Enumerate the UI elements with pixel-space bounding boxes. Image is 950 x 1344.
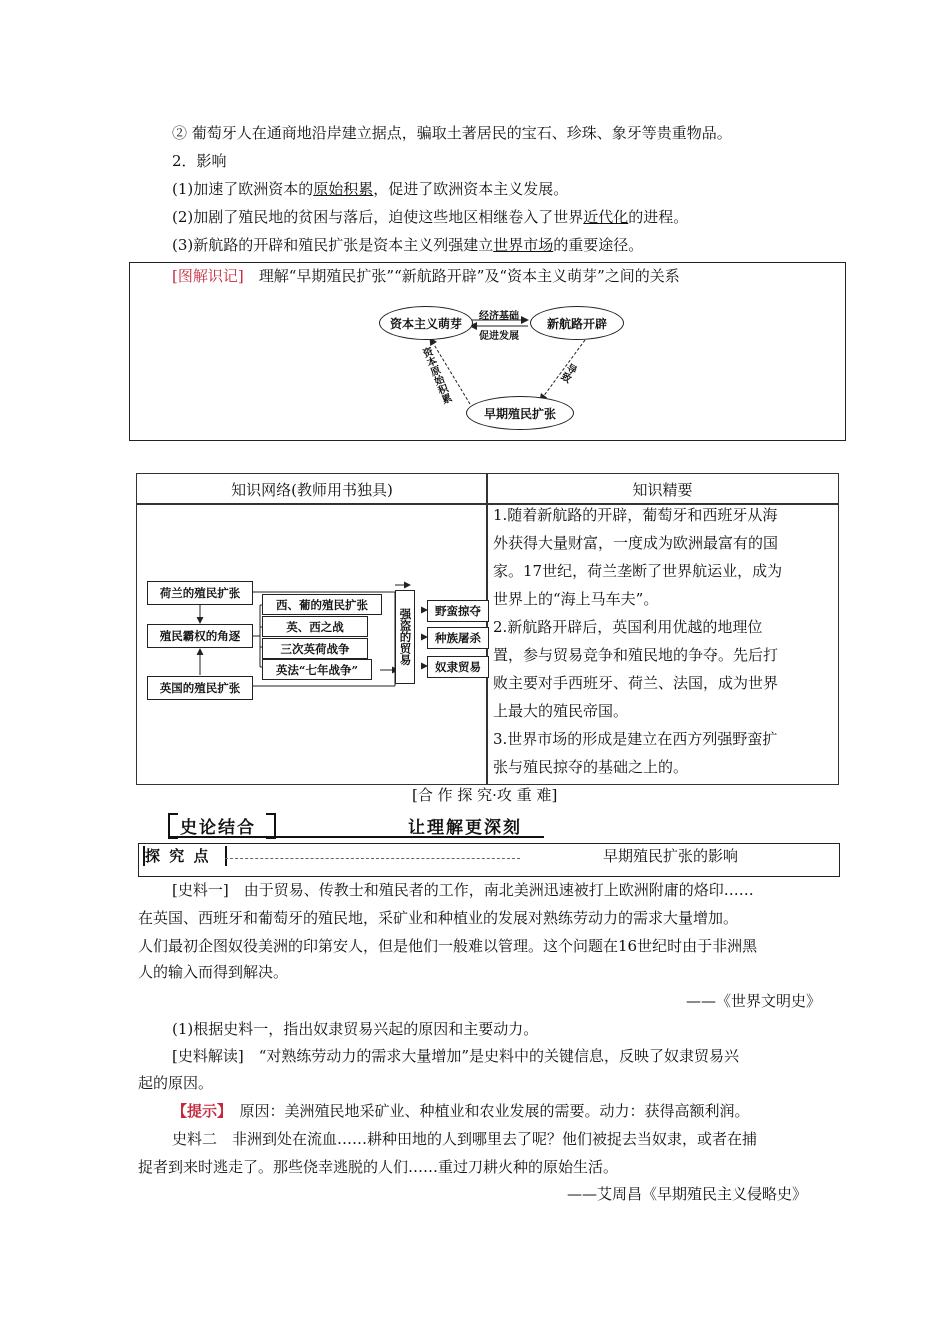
node-new-sea-route: 新航路开辟 [530,306,624,340]
section-tag: 史论结合 [180,818,256,838]
section-slogan: 让理解更深刻 [408,818,522,838]
impact-item-2: (2)加剧了殖民地的贫困与落后，迫使这些地区相继卷入了世界近代化的进程。 [172,208,689,226]
question-1: (1)根据史料一，指出奴隶贸易兴起的原因和主要动力。 [172,1020,539,1038]
node-spain-portugal-expansion: 西、葡的殖民扩张 [262,594,382,615]
node-seven-years-war: 英法“七年战争” [262,659,372,680]
label-primitive-accumulation: 资本原始积累 [419,346,452,406]
probe-title: 早期殖民扩张的影响 [603,847,739,865]
node-colonial-rivalry: 殖民霸权的角逐 [147,624,253,648]
diagram-tag: [图解识记] [172,267,244,285]
node-british-expansion: 英国的殖民扩张 [147,676,253,700]
source-1-line-3: 人们最初企图奴役美洲的印第安人，但是他们一般难以管理。这个问题在16世纪时由于非洲黑 [138,937,758,955]
node-slave-trade: 奴隶贸易 [427,656,489,678]
node-capitalism-sprouts: 资本主义萌芽 [379,306,473,340]
section-caption: [合 作 探 究·攻 重 难] [412,786,558,804]
point-2-text: ② 葡萄牙人在通商地沿岸建立据点，骗取土著居民的宝石、珍珠、象牙等贵重物品。 [172,124,732,142]
node-anglo-spanish-war: 英、西之战 [262,616,368,637]
node-barbaric-plunder: 野蛮掠夺 [427,600,489,622]
diagram-header [172,266,680,286]
diagram-title: 理解“早期殖民扩张”“新航路开辟”及“资本主义萌芽”之间的关系 [258,267,680,285]
source-2-line-2: 捉者到来时逃走了。那些侥幸逃脱的人们……重过刀耕火种的原始生活。 [138,1158,619,1176]
source-1-line-1: [史料一] 由于贸易、传教士和殖民者的工作，南北美洲迅速被打上欧洲附庸的烙印…… [172,881,754,899]
source-1-line-2: 在英国、西班牙和葡萄牙的殖民地，采矿业和种植业的发展对熟练劳动力的需求大量增加。 [138,909,739,927]
probe-label: 探 究 点 [145,847,211,865]
source-2-line-1: 史料二 非洲到处在流血……耕种田地的人到哪里去了呢？他们被捉去当奴隶，或者在捕 [172,1130,758,1148]
table-header-summary: 知识精要 [486,473,839,505]
label-lead-to: 导致 [557,360,578,384]
source-2-citation: ——艾周昌《早期殖民主义侵略史》 [567,1185,808,1203]
impact-item-3: (3)新航路的开辟和殖民扩张是资本主义列强建立世界市场的重要途径。 [172,236,644,254]
hint-tag: 【提示】 [172,1102,225,1120]
summary-text: 1.随着新航路的开辟，葡萄牙和西班牙从海 外获得大量财富，一度成为欧洲最富有的国 家。17世纪，荷兰垄断了世界航运业，成为 世界上的“海上马车夫”。 2.新航路开辟后，英国利用优越的地理位 置，参与贸易竞争和殖民地的争夺。先后打 败主要对手西班牙、荷兰、法国，成为世界 上最大的殖民帝国。 3.世界市场的形成是建立在西方列强野蛮扩 张与殖民掠夺的基础之上的。 [493,506,783,776]
source-reading-line-2: 起的原因。 [138,1074,214,1092]
source-1-line-4: 人的输入而得到解决。 [138,963,289,981]
table-header-network: 知识网络(教师用书独具) [136,473,488,505]
source-1-citation: ——《世界文明史》 [686,992,822,1010]
probe-divider [225,858,520,859]
node-robbery-trade: 强盗的贸易 [395,590,415,684]
label-promote-development: 促进发展 [479,331,519,342]
impact-heading: 2．影响 [172,152,227,170]
source-reading-line-1: [史料解读] “对熟练劳动力的需求大量增加”是史料中的关键信息，反映了奴隶贸易兴 [172,1047,740,1065]
node-genocide: 种族屠杀 [427,627,489,649]
probe-label-bracket [143,846,227,866]
hint-line: 【提示】 原因：美洲殖民地采矿业、种植业和农业发展的需要。动力：获得高额利润。 [172,1102,750,1120]
label-economic-basis: 经济基础 [479,311,519,322]
node-anglo-dutch-wars: 三次英荷战争 [262,638,368,659]
section-banner [168,813,544,837]
node-dutch-expansion: 荷兰的殖民扩张 [147,581,253,605]
node-early-colonial-expansion: 早期殖民扩张 [466,396,574,430]
impact-item-1: (1)加速了欧洲资本的原始积累，促进了欧洲资本主义发展。 [172,180,569,198]
